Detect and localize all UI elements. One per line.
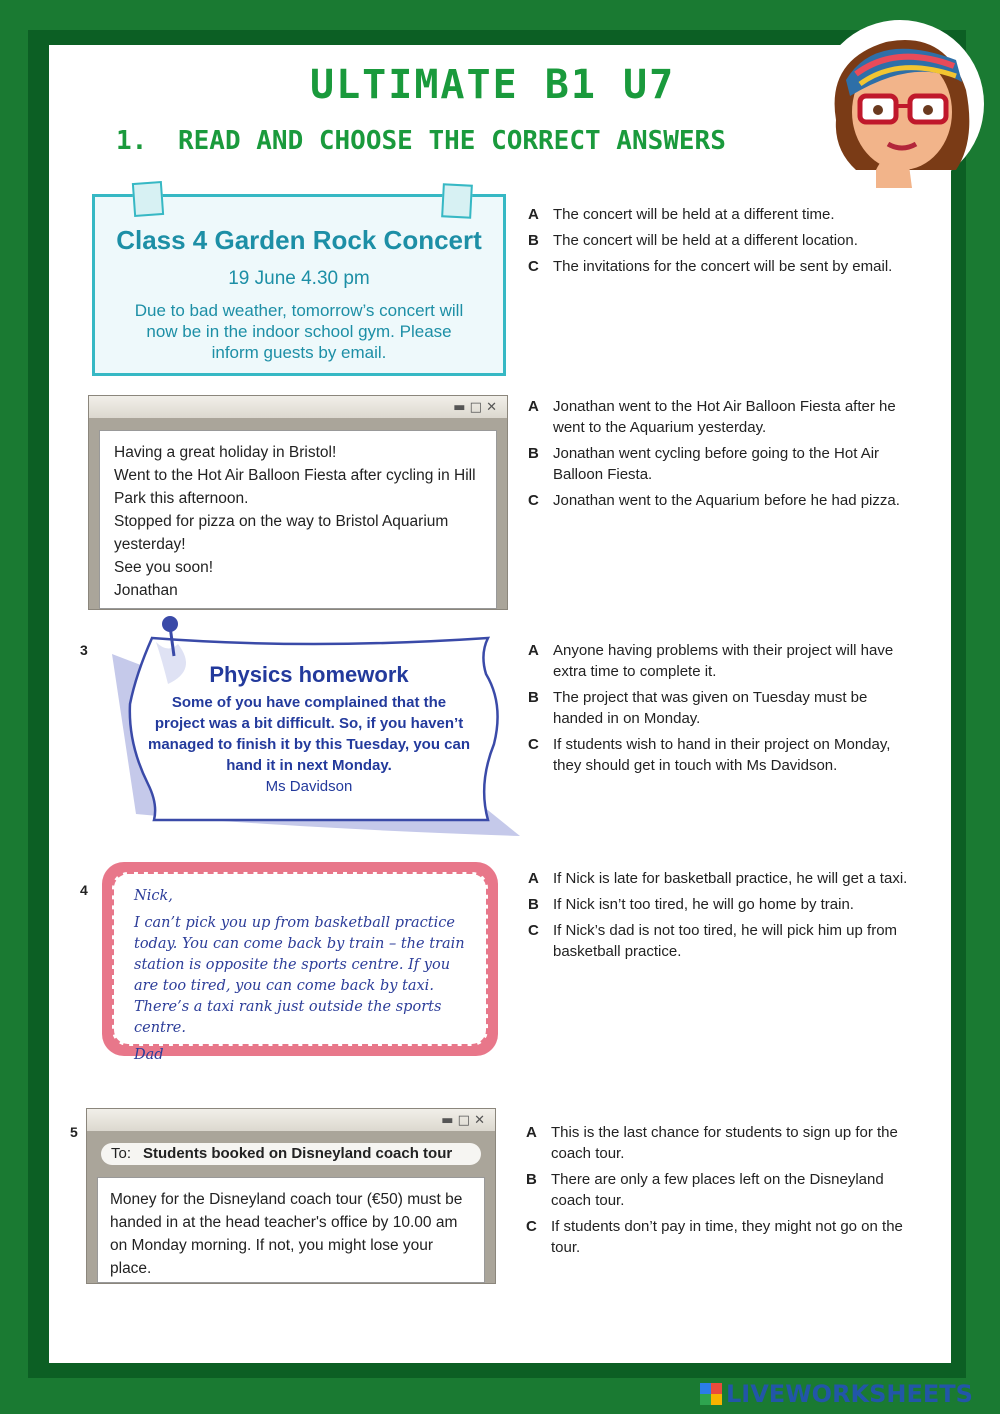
option-letter: C [528,258,539,275]
options-q3 [528,640,908,781]
option-c[interactable] [528,256,908,277]
option-text: If students wish to hand in their project on Monday, they should get in touch with Ms Davidson. [553,736,891,774]
teacher-avatar-icon [816,20,984,188]
to-value: Students booked on Disneyland coach tour [143,1145,453,1162]
option-c[interactable] [526,1216,906,1258]
options-q2 [528,396,908,516]
window-controls: ▬ □ ✕ [89,396,507,418]
liveworksheets-logo [700,1380,973,1408]
options-q5 [526,1122,906,1263]
option-letter: B [526,1171,537,1188]
question-number: 4 [80,882,88,898]
to-label: To: [111,1145,132,1162]
option-letter: B [528,232,539,249]
option-b[interactable] [528,443,908,485]
instruction-text: READ AND CHOOSE THE CORRECT ANSWERS [178,126,726,156]
postcard-window [88,395,508,610]
question-number: 3 [80,642,88,658]
option-letter: A [528,206,539,223]
note-greeting: Nick, [134,888,173,904]
option-a[interactable] [528,640,908,682]
email-body: Money for the Disneyland coach tour (€50) must be handed in at the head teacher's office by 10.00 am on Monday morning. If not, you might lose your place. [97,1177,485,1283]
option-text: There are only a few places left on the Disneyland coach tour. [551,1171,884,1209]
option-b[interactable] [528,894,908,915]
tape-left [132,181,164,217]
note-signature: Dad [134,1047,164,1063]
option-b[interactable] [528,230,908,251]
option-text: If Nick’s dad is not too tired, he will pick him up from basketball practice. [553,922,898,960]
postcard-line: Stopped for pizza on the way to Bristol Aquarium yesterday! [114,513,449,553]
email-to-field[interactable] [101,1143,481,1165]
note-body: I can’t pick you up from basketball practice today. You can come back by train – the train station is opposite the sports centre. If you are too tired, you can come back by taxi. There’s a taxi rank just outside the sports centre. [134,915,465,1036]
postcard-line: Jonathan [114,582,178,599]
instruction-number: 1. [116,126,148,156]
brand-name: LIVEWORKSHEETS [726,1380,973,1408]
option-a[interactable] [528,868,908,889]
option-text: The concert will be held at a different time. [553,206,835,223]
option-text: The concert will be held at a different location. [553,232,858,249]
option-text: If Nick isn’t too tired, he will go home by train. [553,896,854,913]
note-body: Some of you have complained that the project was a bit difficult. So, if you haven’t managed to finish it by this Tuesday, you can hand it in next Monday. [148,694,470,774]
physics-note [148,662,470,797]
option-b[interactable] [526,1169,906,1211]
email-window [86,1108,496,1284]
notice-body: Due to bad weather, tomorrow’s concert will now be in the indoor school gym. Please inform guests by email. [134,301,464,362]
option-letter: C [526,1218,537,1235]
option-letter: B [528,689,539,706]
note-title: Physics homework [209,662,409,687]
postcard-line: See you soon! [114,559,214,576]
option-letter: B [528,445,539,462]
option-letter: C [528,736,539,753]
option-text: Anyone having problems with their project will have extra time to complete it. [553,642,894,680]
window-controls: ▬ □ ✕ [87,1109,495,1131]
postcard-text [99,430,497,609]
brand-logo-icon [700,1383,722,1405]
postcard-line: Having a great holiday in Bristol! [114,444,337,461]
option-text: The project that was given on Tuesday must be handed in on Monday. [553,689,868,727]
question-number: 5 [70,1124,78,1140]
option-text: If students don’t pay in time, they might not go on the tour. [551,1218,903,1256]
option-text: Jonathan went to the Aquarium before he had pizza. [553,492,900,509]
options-q1 [528,204,908,282]
note-signature: Ms Davidson [265,778,353,795]
option-text: Jonathan went cycling before going to the Hot Air Balloon Fiesta. [553,445,880,483]
option-text: If Nick is late for basketball practice, he will get a taxi. [553,870,908,887]
option-letter: B [528,896,539,913]
notice-title: Class 4 Garden Rock Concert [116,225,482,255]
option-c[interactable] [528,490,908,511]
option-a[interactable] [526,1122,906,1164]
option-letter: C [528,492,539,509]
option-letter: A [528,642,539,659]
option-text: The invitations for the concert will be sent by email. [553,258,893,275]
option-letter: A [528,398,539,415]
worksheet-title: ULTIMATE B1 U7 [310,62,676,108]
option-b[interactable] [528,687,908,729]
option-text: Jonathan went to the Hot Air Balloon Fiesta after he went to the Aquarium yesterday. [553,398,896,436]
postcard-line: Went to the Hot Air Balloon Fiesta after cycling in Hill Park this afternoon. [114,467,476,507]
option-letter: C [528,922,539,939]
dad-note-content [112,872,488,1063]
option-c[interactable] [528,920,908,962]
option-letter: A [528,870,539,887]
concert-notice [92,194,506,376]
options-q4 [528,868,908,967]
tape-right [441,183,473,219]
option-a[interactable] [528,396,908,438]
instruction-heading [116,126,726,156]
option-a[interactable] [528,204,908,225]
option-letter: A [526,1124,537,1141]
option-text: This is the last chance for students to sign up for the coach tour. [551,1124,898,1162]
dad-note [102,862,498,1063]
option-c[interactable] [528,734,908,776]
notice-date: 19 June 4.30 pm [228,268,370,289]
